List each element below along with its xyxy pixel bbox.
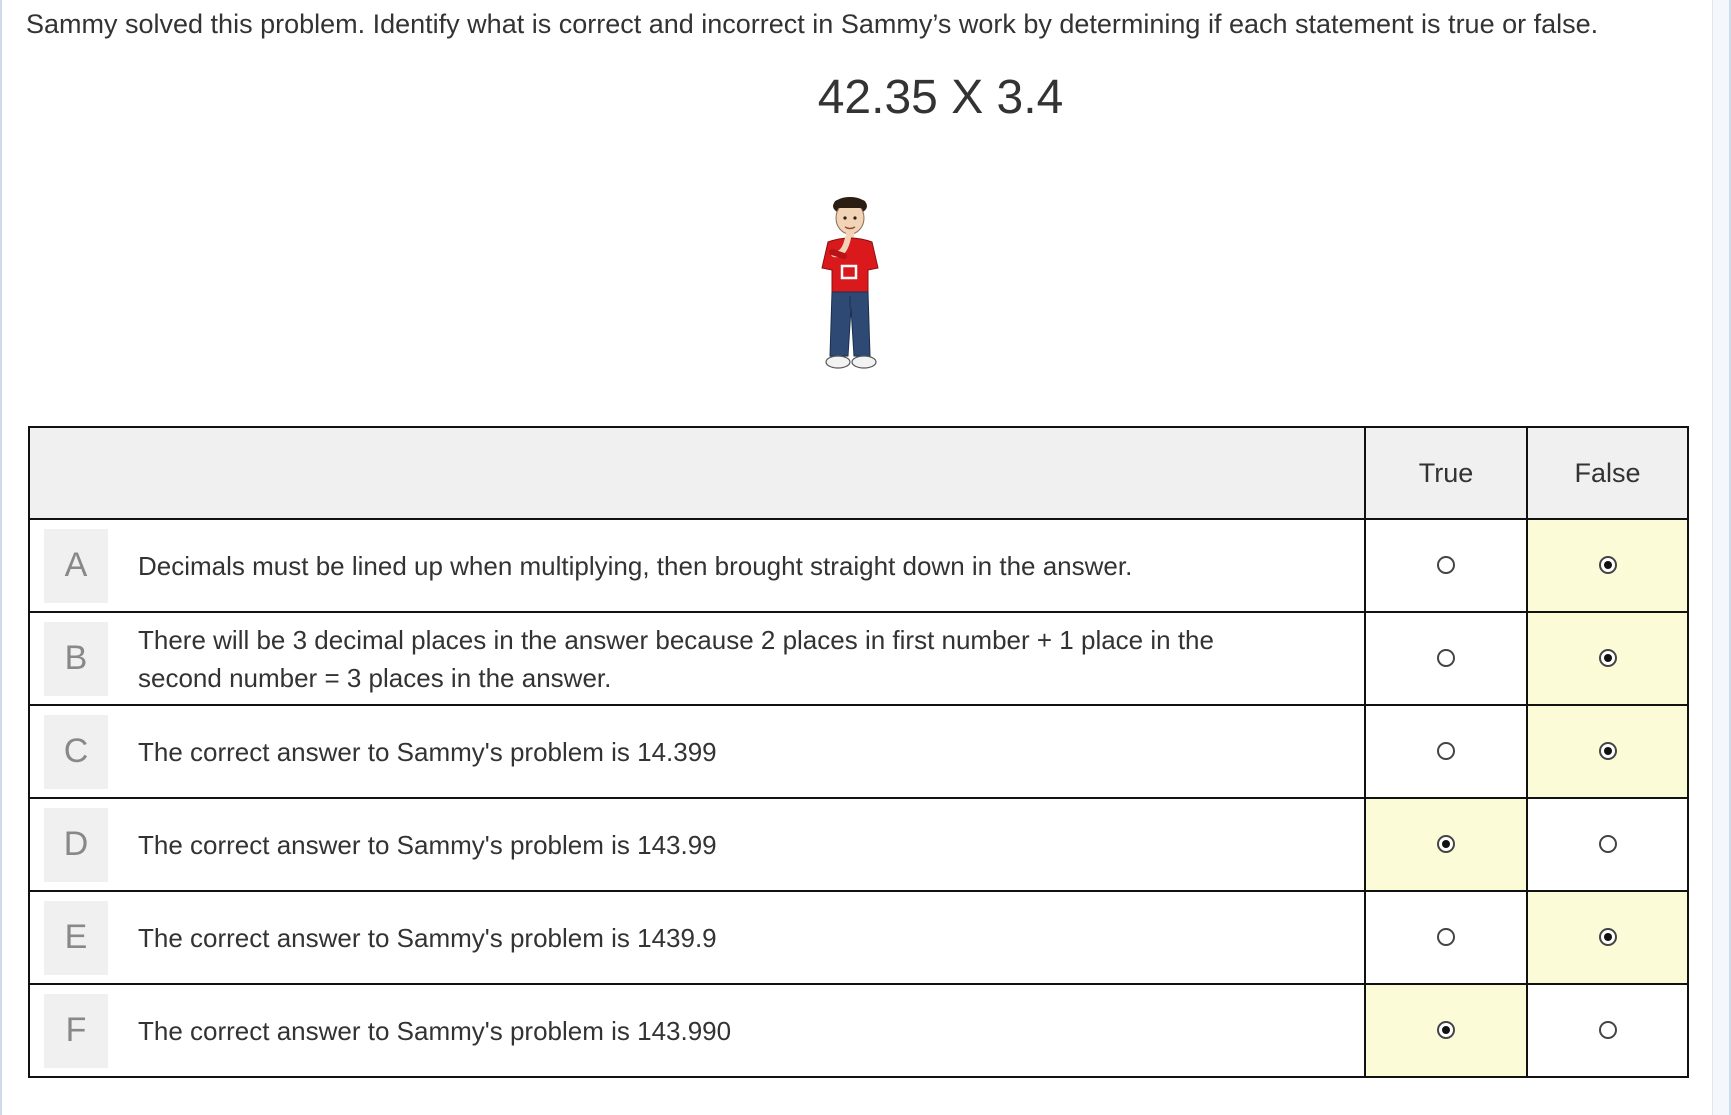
table-row [29, 984, 1688, 1077]
radio-b-true[interactable] [1437, 649, 1455, 667]
statement-cell [29, 705, 1365, 798]
statement-wrapper [30, 715, 1364, 789]
statement-wrapper [30, 808, 1364, 882]
question-content [2, 0, 1715, 1115]
false-choice-cell[interactable] [1527, 519, 1688, 612]
statement-column-header [29, 427, 1365, 519]
radio-c-false[interactable] [1599, 742, 1617, 760]
thinking-boy-icon [814, 196, 904, 386]
false-choice-cell[interactable] [1527, 984, 1688, 1077]
statement-wrapper [30, 901, 1364, 975]
radio-c-true[interactable] [1437, 742, 1455, 760]
false-column-header: False [1527, 427, 1688, 519]
false-choice-cell[interactable] [1527, 705, 1688, 798]
false-choice-cell[interactable] [1527, 798, 1688, 891]
statement-text: The correct answer to Sammy's problem is 1439.9 [138, 922, 717, 953]
false-choice-cell[interactable] [1527, 612, 1688, 705]
row-letter-badge: C [44, 715, 108, 789]
table-body [29, 519, 1688, 1077]
statement-text: The correct answer to Sammy's problem is 14.399 [138, 736, 717, 767]
true-choice-cell[interactable] [1365, 984, 1527, 1077]
statement-cell [29, 984, 1365, 1077]
question-prompt: Sammy solved this problem. Identify what is correct and incorrect in Sammy’s work by determining if each statement is true or false. [26, 9, 1599, 39]
true-choice-cell[interactable] [1365, 891, 1527, 984]
table-row [29, 891, 1688, 984]
statement-text: The correct answer to Sammy's problem is 143.99 [138, 829, 717, 860]
statement-cell [29, 519, 1365, 612]
radio-a-true[interactable] [1437, 556, 1455, 574]
radio-b-false[interactable] [1599, 649, 1617, 667]
statement-text: The correct answer to Sammy's problem is 143.990 [138, 1015, 732, 1046]
scrollbar[interactable] [1712, 0, 1729, 1115]
math-expression: 42.35 X 3.4 [817, 71, 1064, 124]
radio-e-true[interactable] [1437, 928, 1455, 946]
true-column-header: True [1365, 427, 1527, 519]
true-choice-cell[interactable] [1365, 705, 1527, 798]
row-letter-badge: A [44, 529, 108, 603]
false-choice-cell[interactable] [1527, 891, 1688, 984]
true-choice-cell[interactable] [1365, 612, 1527, 705]
row-letter-badge: E [44, 901, 108, 975]
true-choice-cell[interactable] [1365, 519, 1527, 612]
true-false-table [28, 426, 1689, 1078]
statement-wrapper [30, 994, 1364, 1068]
table-row [29, 705, 1688, 798]
table-row [29, 519, 1688, 612]
radio-d-false[interactable] [1599, 835, 1617, 853]
statement-cell [29, 612, 1365, 705]
radio-e-false[interactable] [1599, 928, 1617, 946]
radio-a-false[interactable] [1599, 556, 1617, 574]
row-letter-badge: D [44, 808, 108, 882]
row-letter-badge: B [44, 622, 108, 696]
table-row [29, 798, 1688, 891]
statement-wrapper [30, 529, 1364, 603]
row-letter-badge: F [44, 994, 108, 1068]
radio-d-true[interactable] [1437, 835, 1455, 853]
true-choice-cell[interactable] [1365, 798, 1527, 891]
table-row [29, 612, 1688, 705]
radio-f-false[interactable] [1599, 1021, 1617, 1039]
statement-text: There will be 3 decimal places in the answer because 2 places in first number + 1 place in the second number = 3 places in the answer. [138, 624, 1214, 693]
table-header-row [29, 427, 1688, 519]
statement-wrapper [30, 621, 1364, 697]
statement-cell [29, 891, 1365, 984]
statement-text: Decimals must be lined up when multiplying, then brought straight down in the answer. [138, 550, 1133, 581]
radio-f-true[interactable] [1437, 1021, 1455, 1039]
statement-cell [29, 798, 1365, 891]
